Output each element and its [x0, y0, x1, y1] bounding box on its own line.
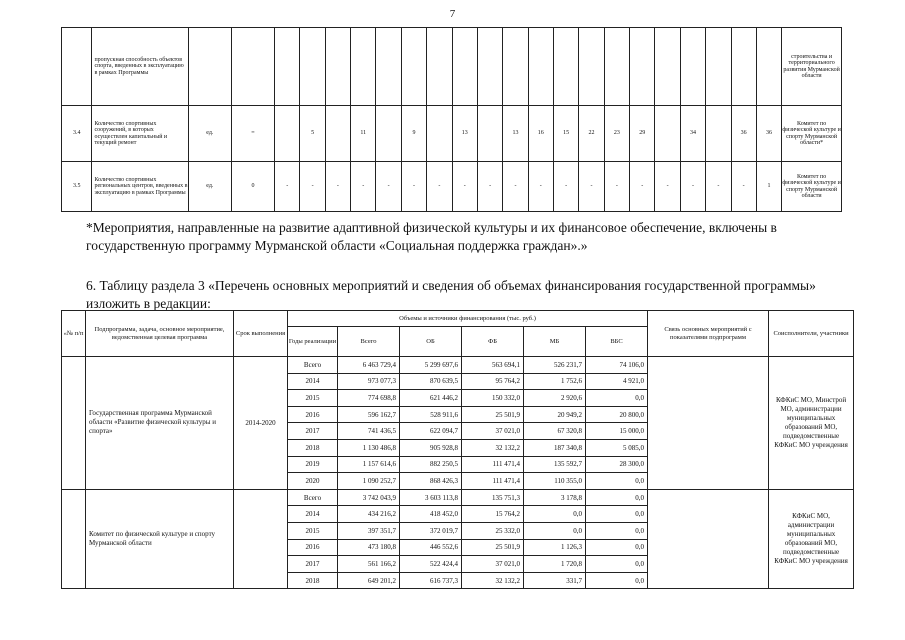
cell-vbs: 0,0: [586, 522, 648, 539]
indicator-value: -: [604, 162, 629, 212]
cell-mb: 110 355,0: [524, 473, 586, 490]
indicator-value: [376, 28, 401, 106]
cell-total: 3 742 043,9: [338, 489, 400, 506]
indicator-value: [376, 106, 401, 162]
indicator-unit: [188, 28, 231, 106]
footnote-text: *Мероприятия, направленные на развитие адаптивной физической культуры и их финансовое обеспечение, включены в государственную программу Мурманской области «Социальная поддержка граждан».»: [86, 220, 777, 253]
row-year: 2014: [288, 373, 338, 390]
item-6-text: 6. Таблицу раздела 3 «Перечень основных мероприятий и сведения об объемах финансирования государственной программы» изложить в редакции:: [86, 278, 816, 311]
header-years: Годы реализации: [288, 327, 338, 357]
indicator-responsible: Комитет по физической культуре и спорту Мурманской области*: [782, 106, 842, 162]
cell-ob: 905 928,8: [400, 439, 462, 456]
header-funding: Объемы и источники финансирования (тыс. руб.): [288, 311, 648, 327]
cell-mb: 135 592,7: [524, 456, 586, 473]
cell-ob: 622 094,7: [400, 423, 462, 440]
indicator-value: -: [275, 162, 300, 212]
indicator-value: [706, 106, 731, 162]
cell-fb: 25 332,0: [462, 522, 524, 539]
indicator-value: -: [376, 162, 401, 212]
cell-mb: 67 320,8: [524, 423, 586, 440]
indicator-value: [325, 28, 350, 106]
indicator-value: [275, 106, 300, 162]
row-year: 2016: [288, 406, 338, 423]
cell-mb: 3 178,8: [524, 489, 586, 506]
cell-fb: 32 132,2: [462, 439, 524, 456]
cell-ob: 868 426,3: [400, 473, 462, 490]
indicator-value: 5: [300, 106, 325, 162]
indicator-value: 11: [351, 106, 376, 162]
row-year: 2019: [288, 456, 338, 473]
row-year: 2015: [288, 522, 338, 539]
indicator-value: 23: [604, 106, 629, 162]
link-cell: [648, 489, 769, 589]
cell-total: 649 201,2: [338, 572, 400, 589]
header-fb: ФБ: [462, 327, 524, 357]
indicator-value: 36: [756, 106, 781, 162]
executors: КФКиС МО, Минстрой МО, администрации муниципальных образований МО, подведомственные КФКиС МО учреждения: [769, 357, 854, 490]
indicator-num: 3.4: [62, 106, 92, 162]
cell-fb: 25 501,9: [462, 539, 524, 556]
indicator-unit: ед.: [188, 106, 231, 162]
cell-vbs: 0,0: [586, 489, 648, 506]
cell-total: 1 157 614,6: [338, 456, 400, 473]
cell-total: 434 216,2: [338, 506, 400, 523]
indicator-responsible: строительства и территориального развития Мурманской области: [782, 28, 842, 106]
row-year: 2015: [288, 390, 338, 407]
indicator-value: [630, 28, 655, 106]
cell-mb: 1 752,6: [524, 373, 586, 390]
cell-total: 973 077,3: [338, 373, 400, 390]
cell-fb: 37 021,0: [462, 556, 524, 573]
cell-fb: 563 694,1: [462, 357, 524, 374]
cell-mb: 526 231,7: [524, 357, 586, 374]
row-year: 2016: [288, 539, 338, 556]
cell-total: 1 130 486,8: [338, 439, 400, 456]
cell-ob: 3 603 113,8: [400, 489, 462, 506]
indicator-value: -: [325, 162, 350, 212]
cell-fb: 15 764,2: [462, 506, 524, 523]
cell-vbs: 4 921,0: [586, 373, 648, 390]
cell-ob: 522 424,4: [400, 556, 462, 573]
cell-vbs: 0,0: [586, 556, 648, 573]
indicator-name: Количество спортивных региональных центров, введенных в эксплуатацию в рамках Программы: [92, 162, 188, 212]
cell-vbs: 0,0: [586, 473, 648, 490]
cell-total: 473 180,8: [338, 539, 400, 556]
indicators-table: [61, 27, 842, 212]
indicator-value: [300, 28, 325, 106]
cell-vbs: 28 300,0: [586, 456, 648, 473]
header-vbs: ВБС: [586, 327, 648, 357]
cell-fb: 95 764,2: [462, 373, 524, 390]
header-term: Срок выполнения: [234, 311, 288, 357]
indicator-value: [604, 28, 629, 106]
indicator-value: [553, 28, 578, 106]
row-year: 2017: [288, 556, 338, 573]
indicator-value: [231, 28, 274, 106]
indicator-name: пропускная способность объектов спорта, введенных в эксплуатацию в рамках Программы: [92, 28, 188, 106]
indicator-value: [706, 28, 731, 106]
header-mb: МБ: [524, 327, 586, 357]
cell-ob: 616 737,3: [400, 572, 462, 589]
row-year: 2017: [288, 423, 338, 440]
row-year: 2018: [288, 572, 338, 589]
executors: КФКиС МО, администрации муниципальных образований МО, подведомственные КФКиС МО учреждения: [769, 489, 854, 589]
indicator-unit: ед.: [188, 162, 231, 212]
cell-ob: 870 639,5: [400, 373, 462, 390]
cell-ob: 528 911,6: [400, 406, 462, 423]
indicator-value: =: [231, 106, 274, 162]
indicator-value: -: [401, 162, 426, 212]
indicator-value: -: [630, 162, 655, 212]
cell-mb: 187 340,8: [524, 439, 586, 456]
indicator-value: -: [300, 162, 325, 212]
indicator-row: [62, 28, 842, 106]
page-number: 7: [449, 8, 456, 20]
indicator-value: [579, 28, 604, 106]
cell-vbs: 74 106,0: [586, 357, 648, 374]
cell-total: 774 698,8: [338, 390, 400, 407]
indicator-value: 13: [503, 106, 528, 162]
indicator-value: 0: [231, 162, 274, 212]
indicator-value: 15: [553, 106, 578, 162]
indicator-value: -: [706, 162, 731, 212]
indicator-num: 3.5: [62, 162, 92, 212]
indicator-value: -: [528, 162, 553, 212]
cell-vbs: 0,0: [586, 539, 648, 556]
row-year: 2020: [288, 473, 338, 490]
cell-fb: 111 471,4: [462, 473, 524, 490]
indicator-value: [503, 28, 528, 106]
cell-ob: 418 452,0: [400, 506, 462, 523]
cell-ob: 446 552,6: [400, 539, 462, 556]
header-ob: ОБ: [400, 327, 462, 357]
indicator-value: -: [477, 162, 502, 212]
cell-ob: 621 446,2: [400, 390, 462, 407]
financing-row: [62, 357, 854, 374]
indicator-value: [325, 106, 350, 162]
cell-mb: 1 720,8: [524, 556, 586, 573]
program-term: [234, 489, 288, 589]
cell-ob: 372 019,7: [400, 522, 462, 539]
indicator-value: [427, 28, 452, 106]
indicator-value: [477, 28, 502, 106]
indicator-value: -: [452, 162, 477, 212]
indicator-value: 9: [401, 106, 426, 162]
indicator-value: 16: [528, 106, 553, 162]
header-total: Всего: [338, 327, 400, 357]
cell-fb: 37 021,0: [462, 423, 524, 440]
indicator-value: -: [579, 162, 604, 212]
row-num: [62, 357, 86, 490]
row-num: [62, 489, 86, 589]
cell-total: 397 351,7: [338, 522, 400, 539]
indicator-value: [680, 28, 705, 106]
cell-ob: 882 250,5: [400, 456, 462, 473]
cell-vbs: 15 000,0: [586, 423, 648, 440]
indicator-value: -: [427, 162, 452, 212]
cell-vbs: 20 800,0: [586, 406, 648, 423]
cell-mb: 2 920,6: [524, 390, 586, 407]
indicator-value: 22: [579, 106, 604, 162]
cell-ob: 5 299 697,6: [400, 357, 462, 374]
cell-fb: 150 332,0: [462, 390, 524, 407]
header-name: Подпрограмма, задача, основное мероприятие, ведомственная целевая программа: [86, 311, 234, 357]
header-num: «№ п/п: [62, 311, 86, 357]
cell-mb: 0,0: [524, 522, 586, 539]
indicator-value: [655, 28, 680, 106]
cell-vbs: 5 085,0: [586, 439, 648, 456]
indicator-value: 13: [452, 106, 477, 162]
indicator-value: [655, 106, 680, 162]
indicator-num: [62, 28, 92, 106]
indicator-value: 29: [630, 106, 655, 162]
cell-mb: 331,7: [524, 572, 586, 589]
indicator-value: 36: [731, 106, 756, 162]
financing-row: [62, 489, 854, 506]
indicator-row: [62, 162, 842, 212]
indicator-value: [731, 28, 756, 106]
indicator-responsible: Комитет по физической культуре и спорту Мурманской области: [782, 162, 842, 212]
indicator-value: 1: [756, 162, 781, 212]
cell-mb: 20 949,2: [524, 406, 586, 423]
header-exec: Соисполнители, участники: [769, 311, 854, 357]
cell-fb: 135 751,3: [462, 489, 524, 506]
cell-vbs: 0,0: [586, 390, 648, 407]
indicator-value: [477, 106, 502, 162]
cell-mb: 0,0: [524, 506, 586, 523]
cell-mb: 1 126,3: [524, 539, 586, 556]
program-name: Государственная программа Мурманской области «Развитие физической культуры и спорта»: [86, 357, 234, 490]
row-year: 2014: [288, 506, 338, 523]
cell-fb: 111 471,4: [462, 456, 524, 473]
indicator-name: Количество спортивных сооружений, в которых осуществлен капитальный и текущий ремонт: [92, 106, 188, 162]
program-name: Комитет по физической культуре и спорту Мурманской области: [86, 489, 234, 589]
cell-total: 561 166,2: [338, 556, 400, 573]
row-year: Всего: [288, 357, 338, 374]
indicator-value: [401, 28, 426, 106]
indicator-value: [756, 28, 781, 106]
indicator-value: -: [655, 162, 680, 212]
cell-fb: 25 501,9: [462, 406, 524, 423]
link-cell: [648, 357, 769, 490]
indicator-row: [62, 106, 842, 162]
cell-total: 741 436,5: [338, 423, 400, 440]
header-link: Связь основных мероприятий с показателями подпрограмм: [648, 311, 769, 357]
indicator-value: -: [553, 162, 578, 212]
cell-total: 6 463 729,4: [338, 357, 400, 374]
indicator-value: [275, 28, 300, 106]
cell-fb: 32 132,2: [462, 572, 524, 589]
row-year: 2018: [288, 439, 338, 456]
cell-total: 596 162,7: [338, 406, 400, 423]
indicator-value: -: [503, 162, 528, 212]
indicator-value: -: [351, 162, 376, 212]
indicator-value: [427, 106, 452, 162]
program-term: 2014-2020: [234, 357, 288, 490]
cell-total: 1 090 252,7: [338, 473, 400, 490]
indicator-value: [351, 28, 376, 106]
indicator-value: 34: [680, 106, 705, 162]
indicator-value: -: [680, 162, 705, 212]
indicator-value: -: [731, 162, 756, 212]
indicator-value: [452, 28, 477, 106]
cell-vbs: 0,0: [586, 506, 648, 523]
row-year: Всего: [288, 489, 338, 506]
indicator-value: [528, 28, 553, 106]
cell-vbs: 0,0: [586, 572, 648, 589]
financing-table: [61, 310, 854, 589]
